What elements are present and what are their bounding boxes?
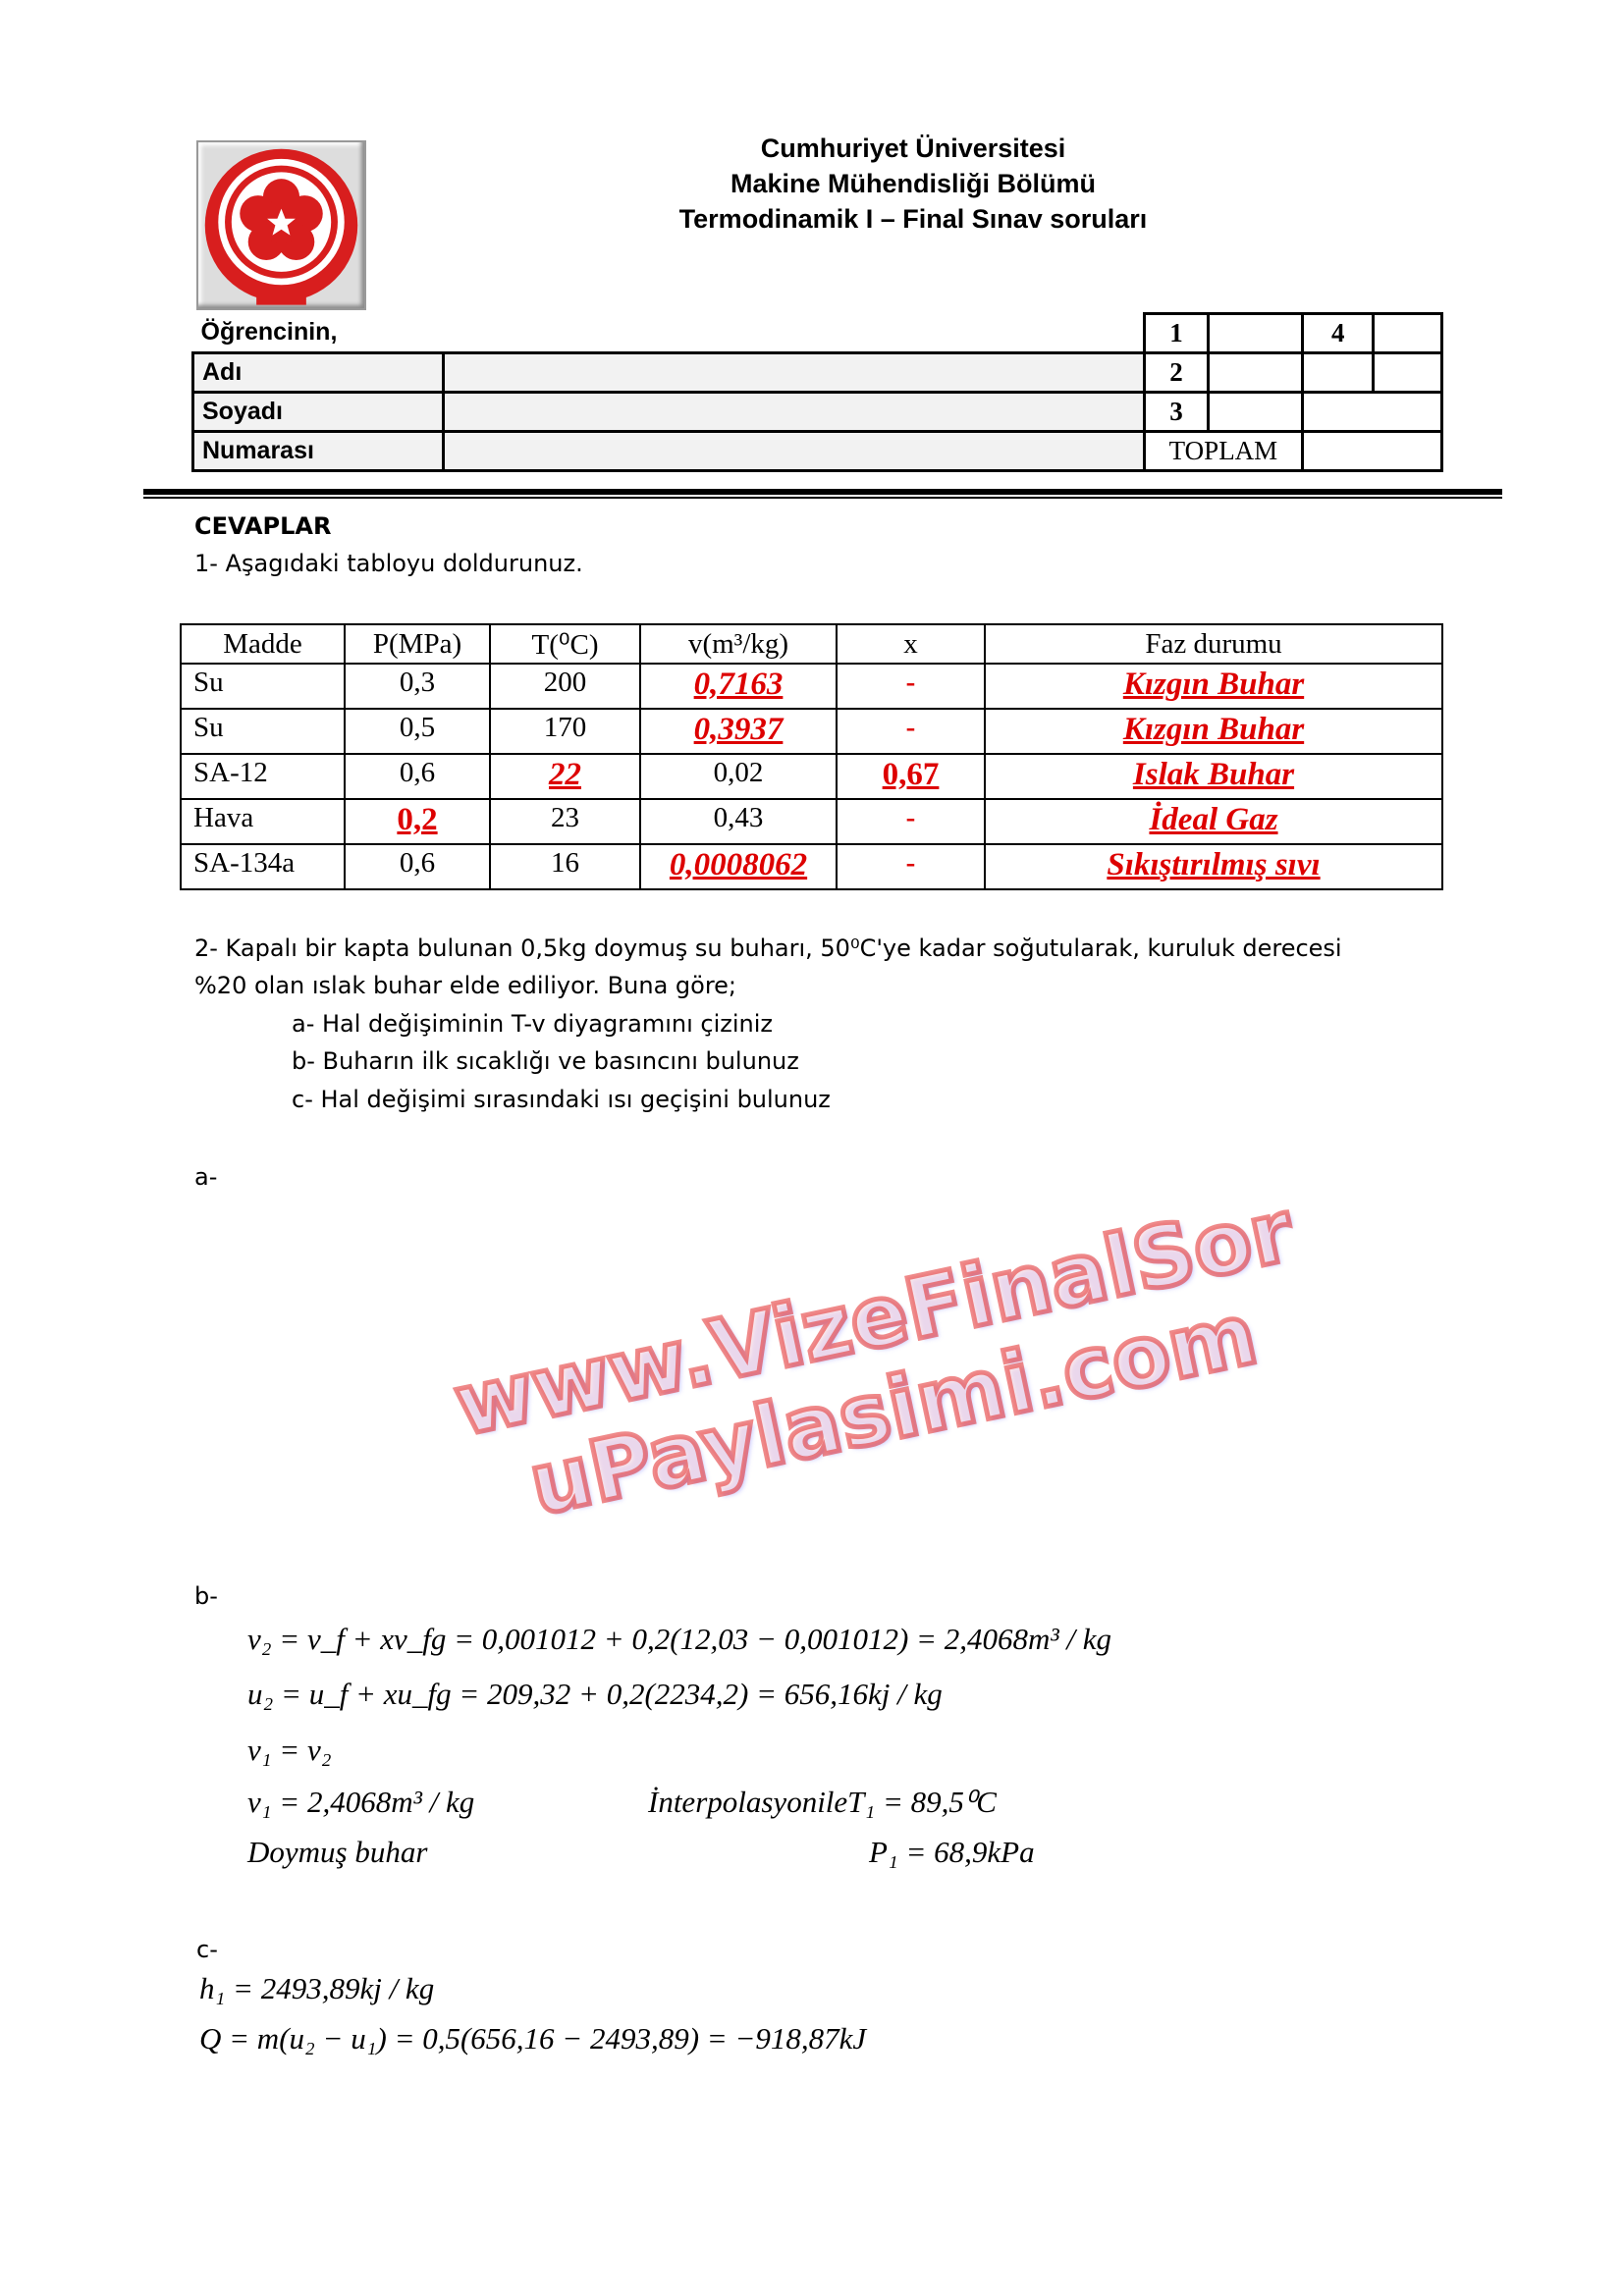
cell: Su [181,709,345,754]
cell: 0,5 [345,709,490,754]
surname-label: Soyadı [193,393,444,432]
university-name: Cumhuriyet Üniversitesi [760,133,1066,163]
cell: 0,6 [345,844,490,889]
divider [143,497,1502,499]
q2-text: 2- Kapalı bir kapta bulunan 0,5kg doymuş su buharı, 50⁰C'ye kadar soğutularak, kuruluk derecesi [194,934,1342,962]
q4-label: 4 [1303,314,1374,353]
number-field[interactable] [443,432,1144,471]
q2-text: %20 olan ıslak buhar elde ediliyor. Buna göre; [194,972,737,999]
q4-score[interactable] [1374,314,1442,353]
q1-table [180,623,1443,890]
answer-cell: 0,7163 [693,667,784,702]
cell: 0,02 [640,754,837,799]
cell: 16 [490,844,640,889]
name-label: Adı [193,353,444,393]
cell: 170 [490,709,640,754]
department-name: Makine Mühendisliği Bölümü [730,169,1096,198]
answer-cell: 0,0008062 [669,847,808,882]
answer-cell: İdeal Gaz [1149,802,1278,837]
number-label: Numarası [193,432,444,471]
cell: Su [181,664,345,709]
watermark: www.VizeFinalSoruPaylasimi.com [446,1182,1302,1535]
table-row [181,799,1442,844]
col-header: T(⁰C) [490,624,640,664]
answer-cell: - [905,802,916,833]
table-row [181,754,1442,799]
q1-label: 1 [1144,314,1209,353]
q3-label: 3 [1144,393,1209,432]
name-field[interactable] [443,353,1144,393]
university-logo [196,140,366,310]
equation: v₁ = v₂ [247,1733,332,1767]
solution-a-label: a- [194,1163,218,1191]
equation: Doymuş buhar [247,1835,428,1869]
col-header: Faz durumu [985,624,1442,664]
answer-cell: - [905,712,916,743]
equation: u₂ = u_f + xu_fg = 209,32 + 0,2(2234,2) = 656,16kj / kg [247,1677,943,1711]
q1-score[interactable] [1209,314,1303,353]
equation: h₁ = 2493,89kj / kg [199,1971,435,2005]
equation: v₂ = v_f + xv_fg = 0,001012 + 0,2(12,03 − 0,001012) = 2,4068m³ / kg [247,1622,1112,1656]
equation: Q = m(u₂ − u₁) = 0,5(656,16 − 2493,89) = −918,87kJ [199,2021,867,2056]
cell: Hava [181,799,345,844]
student-info-table [191,312,1443,472]
answer-cell: Sıkıştırılmış sıvı [1107,847,1321,882]
cell: SA-134a [181,844,345,889]
equation: İnterpolasyonileT₁ = 89,5⁰C [648,1785,997,1819]
table-row [181,844,1442,889]
answers-heading: CEVAPLAR [194,512,332,540]
answer-cell: Islak Buhar [1132,757,1295,792]
q2-part-b: b- Buharın ilk sıcaklığı ve basıncını bulunuz [292,1047,799,1075]
q2-label: 2 [1144,353,1209,393]
answer-cell: Kızgın Buhar [1122,667,1305,702]
answer-cell: 0,2 [397,802,438,837]
cell: 0,43 [640,799,837,844]
answer-cell: 0,3937 [693,712,784,747]
total-label: TOPLAM [1144,432,1303,471]
q3-score[interactable] [1209,393,1303,432]
exam-title: Termodinamik I – Final Sınav soruları [678,204,1148,234]
answer-cell: - [905,847,916,879]
cell: 23 [490,799,640,844]
q2-part-a: a- Hal değişiminin T-v diyagramını çiziniz [292,1010,773,1038]
col-header: Madde [181,624,345,664]
surname-field[interactable] [443,393,1144,432]
table-row [181,664,1442,709]
answer-cell: 0,67 [882,757,940,792]
student-heading: Öğrencinin, [193,314,444,353]
divider [143,489,1502,495]
q2-part-c: c- Hal değişimi sırasındaki ısı geçişini bulunuz [292,1086,831,1113]
cell: 200 [490,664,640,709]
total-score[interactable] [1303,432,1442,471]
col-header: x [837,624,985,664]
table-row [181,709,1442,754]
answer-cell: Kızgın Buhar [1122,712,1305,747]
q2-score[interactable] [1209,353,1303,393]
solution-b-label: b- [194,1582,218,1610]
q1-prompt: 1- Aşagıdaki tabloyu doldurunuz. [194,550,583,577]
col-header: P(MPa) [345,624,490,664]
solution-c-label: c- [196,1936,218,1963]
answer-cell: - [905,667,916,698]
cell: 0,3 [345,664,490,709]
equation: P₁ = 68,9kPa [869,1835,1035,1869]
cell: 0,6 [345,754,490,799]
col-header: v(m³/kg) [640,624,837,664]
cell: SA-12 [181,754,345,799]
answer-cell: 22 [549,757,581,792]
table-header-row [181,624,1442,664]
equation: v₁ = 2,4068m³ / kg [247,1785,475,1819]
